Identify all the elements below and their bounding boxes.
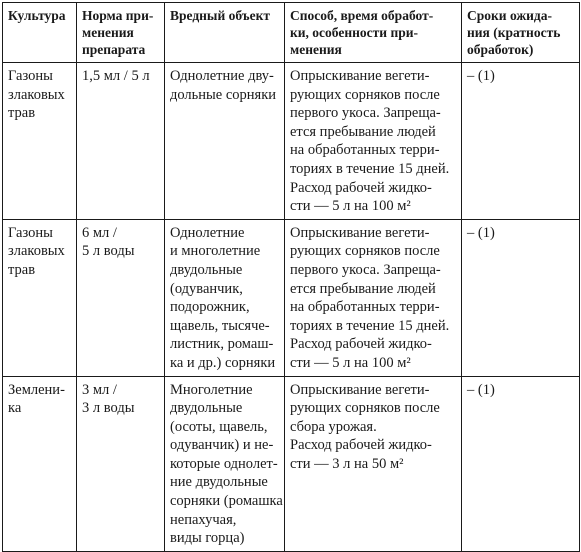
herbicide-table <box>2 2 580 552</box>
cell-target: Многолетние двудольные (осоты, щавель, одуванчик) и не- которые однолет- ние двудольные сорняки (ромашка непахучая, виды горца) <box>165 376 285 551</box>
cell-rate: 3 мл / 3 л воды <box>77 376 165 551</box>
cell-target: Однолетние дву- дольные сорняки <box>165 63 285 220</box>
cell-target: Однолетние и многолетние двудольные (одуванчик, подорожник, щавель, тысяче- листник, ромаш- ка и др.) сорняки <box>165 219 285 376</box>
cell-wait: – (1) <box>462 376 580 551</box>
cell-crop: Газоны злаковых трав <box>3 219 77 376</box>
table-row <box>3 219 580 376</box>
cell-method: Опрыскивание вегети- рующих сорняков после первого укоса. Запреща- ется пребывание людей на обработанных терри- ториях в течение 15 дней. Расход рабочей жидко- сти — 5 л на 100 м² <box>285 63 462 220</box>
table-header-row <box>3 3 580 63</box>
table-row <box>3 376 580 551</box>
header-target: Вредный объект <box>165 3 285 63</box>
cell-rate: 6 мл / 5 л воды <box>77 219 165 376</box>
table-row <box>3 63 580 220</box>
cell-method: Опрыскивание вегети- рующих сорняков после сбора урожая. Расход рабочей жидко- сти — 3 л на 50 м² <box>285 376 462 551</box>
cell-wait: – (1) <box>462 63 580 220</box>
header-rate: Норма при- менения препарата <box>77 3 165 63</box>
header-wait: Сроки ожида- ния (кратность обработок) <box>462 3 580 63</box>
cell-crop: Землени- ка <box>3 376 77 551</box>
cell-crop: Газоны злаковых трав <box>3 63 77 220</box>
header-crop: Культура <box>3 3 77 63</box>
header-method: Способ, время обработ- ки, особенности при- менения <box>285 3 462 63</box>
cell-method: Опрыскивание вегети- рующих сорняков после первого укоса. Запреща- ется пребывание людей на обработанных терри- ториях в течение 15 дней. Расход рабочей жидко- сти — 5 л на 100 м² <box>285 219 462 376</box>
cell-wait: – (1) <box>462 219 580 376</box>
cell-rate: 1,5 мл / 5 л <box>77 63 165 220</box>
